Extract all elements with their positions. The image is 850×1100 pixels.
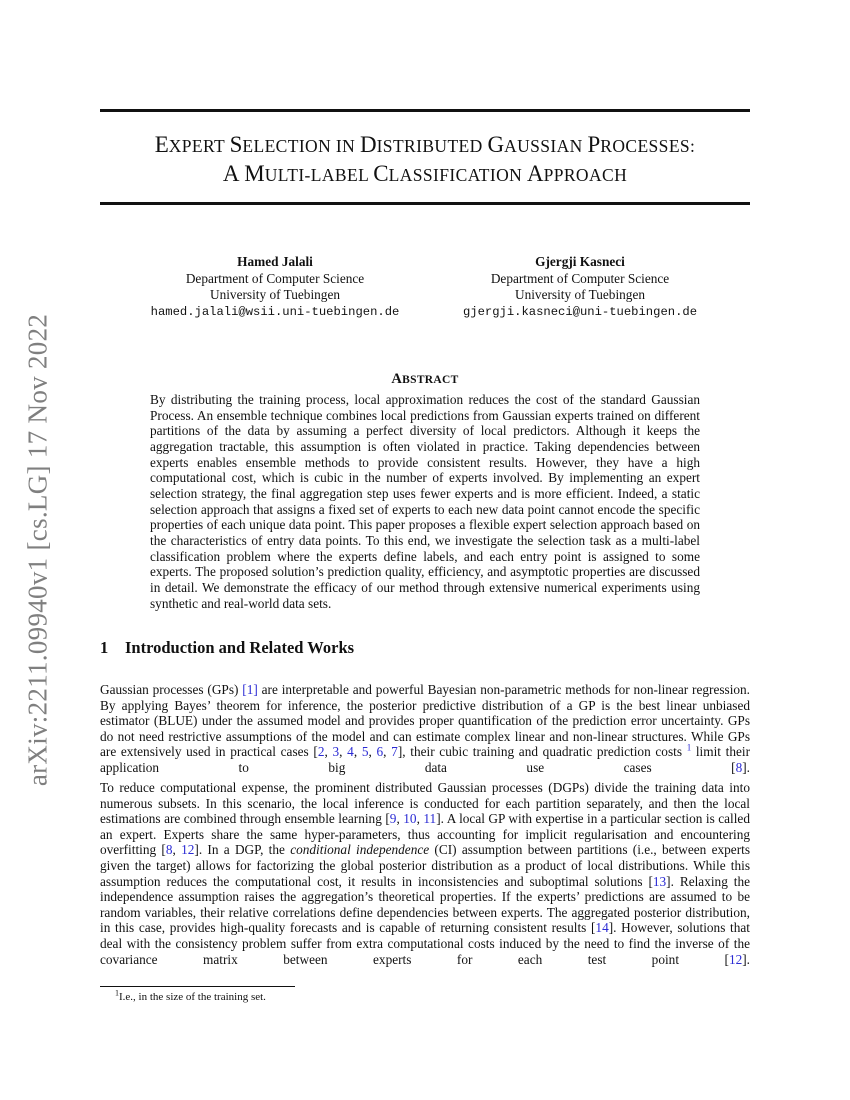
text-run: ]. A local GP with expertise in a particular section is called an expert. Experts share the same hyper-parameters, thus accounting for implicit regularisation and encountering overfitting [: [100, 811, 750, 858]
title-word-rest: AUSSIAN: [504, 136, 588, 156]
citation-link[interactable]: 12: [181, 842, 195, 858]
title-word-cap: S: [229, 132, 243, 157]
title-word-cap: A: [526, 161, 544, 186]
author-university: University of Tuebingen: [514, 287, 645, 302]
emphasis-term: conditional independence: [290, 842, 430, 858]
author-name: Hamed Jalali: [237, 254, 313, 269]
text-run: ,: [383, 744, 392, 760]
title-word-cap: C: [373, 161, 389, 186]
text-run: ]. However, solutions that deal with the consistency problem suffer from extra computational costs induced by the need to find the inverse of the covariance matrix between experts for each test point [: [100, 920, 750, 967]
intro-paragraph: [100, 780, 750, 983]
title-word-cap: P: [587, 132, 601, 157]
citation-link[interactable]: [1]: [242, 682, 258, 697]
author-department: Department of Computer Science: [490, 270, 670, 286]
citation-link[interactable]: 13: [652, 873, 667, 889]
title-word-rest: XPERT: [168, 136, 230, 156]
text-run: ,: [396, 811, 404, 827]
text-run: limit their application to big data use cases [: [100, 744, 751, 775]
title-word-rest: ROCESSES:: [600, 136, 696, 156]
author-name: Gjergji Kasneci: [535, 254, 625, 269]
arxiv-identifier: arXiv:2211.09940v1 [cs.LG] 17 Nov 2022: [22, 313, 53, 787]
title-word-rest: ELECTION IN: [242, 136, 360, 156]
text-run: Gaussian processes (GPs): [100, 682, 243, 697]
title-rule-top: [100, 109, 750, 112]
abstract-text: By distributing the training process, local approximation reduces the cost of the standard Gaussian Process. An ensemble technique combines local predictions from Gaussian experts trained on different partitions of the data by assuming a perfect diversity of local predictors. Although it keeps the aggregation tractable, this assumption is often violated in practice. Taking dependencies between experts enables ensemble methods to provide consistent results. However, they have a high computational cost, which is cubic in the number of experts involved. By implementing an expert selection strategy, the final aggregation step uses fewer experts and is more efficient. Indeed, a static selection approach that assigns a fixed set of experts to each new data point cannot encode the specific properties of each unique data point. This paper proposes a flexible expert selection approach based on the characteristics of entry data points. To this end, we investigate the selection task as a multi-label classification problem where the experts define labels, and each entry point is assigned to some experts. The proposed solution’s prediction quality, efficiency, and asymptotic properties are discussed in detail. We demonstrate the efficacy of our method through extensive numerical experiments using synthetic and real-world data sets.: [150, 392, 700, 611]
abstract-heading-cap: A: [391, 371, 403, 387]
section-number: 1: [100, 638, 109, 657]
title-line-1: [100, 131, 750, 160]
abstract-heading: [100, 371, 750, 388]
citation-link[interactable]: 4: [347, 744, 354, 760]
footnote-number: 1: [115, 988, 119, 998]
author-department: Department of Computer Science: [185, 270, 365, 286]
author-university: University of Tuebingen: [209, 287, 340, 302]
citation-link[interactable]: 10: [403, 811, 417, 827]
citation-link[interactable]: 12: [728, 951, 743, 967]
abstract-heading-rest: BSTRACT: [402, 374, 459, 386]
author-block: [415, 254, 745, 320]
text-run: ,: [416, 811, 424, 827]
footnote-text: I.e., in the size of the training set.: [119, 991, 266, 1003]
title-word-rest: LASSIFICATION: [388, 165, 527, 185]
title-line-2: [100, 160, 750, 189]
title-word-rest: ISTRIBUTED: [376, 136, 488, 156]
citation-link[interactable]: 2: [317, 744, 325, 760]
citation-link[interactable]: 5: [361, 744, 369, 760]
title-rule-bottom: [100, 202, 750, 205]
text-run: ], their cubic training and quadratic prediction costs: [397, 744, 687, 760]
text-run: ]. In a DGP, the: [194, 842, 291, 858]
title-word-rest: ULTI-LABEL: [264, 165, 374, 185]
footnote-marker[interactable]: 1: [686, 742, 692, 753]
title-word-cap: E: [154, 132, 169, 157]
citation-link[interactable]: 9: [389, 811, 397, 827]
text-run: ,: [324, 744, 333, 760]
author-email[interactable]: gjergji.kasneci@uni-tuebingen.de: [462, 304, 698, 319]
text-run: To reduce computational expense, the prominent distributed Gaussian processes (DGPs) divide the training data into numerous subsets. In this scenario, the local inference is conducted for each partition separately, and then the local estimations are combined through ensemble learning [: [100, 780, 750, 827]
author-email[interactable]: hamed.jalali@wsii.uni-tuebingen.de: [150, 304, 400, 319]
text-run: ,: [368, 744, 377, 760]
title-word-rest: PPROACH: [543, 165, 628, 185]
citation-link[interactable]: 6: [376, 744, 384, 760]
citation-link[interactable]: 3: [332, 744, 340, 760]
text-run: ].: [742, 759, 750, 775]
title-word-cap: M: [244, 161, 265, 186]
text-run: ,: [339, 744, 348, 760]
title-word-cap: A: [222, 161, 240, 186]
citation-link[interactable]: 8: [165, 842, 173, 858]
text-run: are interpretable and powerful Bayesian non-parametric methods for non-linear regression. By applying Bayes’ theorem for inference, the posterior predictive distribution of a GP is the best linear unbiased estimator (BLUE) under the assumed model and provides proper quantification of the prediction error uncertainty. GPs do not need restrictive assumptions of the model and can estimate complex linear and non-linear structures. While GPs are extensively used in practical cases [: [100, 682, 751, 760]
section-title: Introduction and Related Works: [125, 638, 355, 657]
title-word-cap: G: [487, 132, 505, 157]
citation-link[interactable]: 8: [735, 759, 743, 775]
text-run: ].: [742, 951, 750, 967]
citation-link[interactable]: 7: [391, 744, 398, 760]
footnote-rule: [100, 986, 295, 987]
title-word-cap: D: [359, 132, 377, 157]
paper-title: [100, 131, 750, 189]
text-run: ,: [172, 842, 182, 858]
text-run: (CI) assumption between partitions (i.e., between experts given the target) allows for factorizing the global posterior distribution as a product of local distributions. While this assumption reduces the computational cost, it results in inconsistencies and suboptimal solutions [: [100, 842, 751, 889]
author-block: [110, 254, 440, 320]
intro-paragraph: [100, 682, 750, 791]
section-heading: [100, 638, 354, 658]
text-run: ,: [353, 744, 362, 760]
citation-link[interactable]: 11: [423, 811, 437, 827]
text-run: ]. Relaxing the independence assumption raises the aggregation’s theoretical properties. If the experts’ predictions are assumed to be random variables, their relative correlations define dependencies between experts. The aggregated posterior distribution, in this case, provides high-quality forecasts and is capable of returning consistent results [: [100, 873, 750, 936]
footnote: [115, 990, 266, 1004]
citation-link[interactable]: 14: [595, 920, 609, 936]
